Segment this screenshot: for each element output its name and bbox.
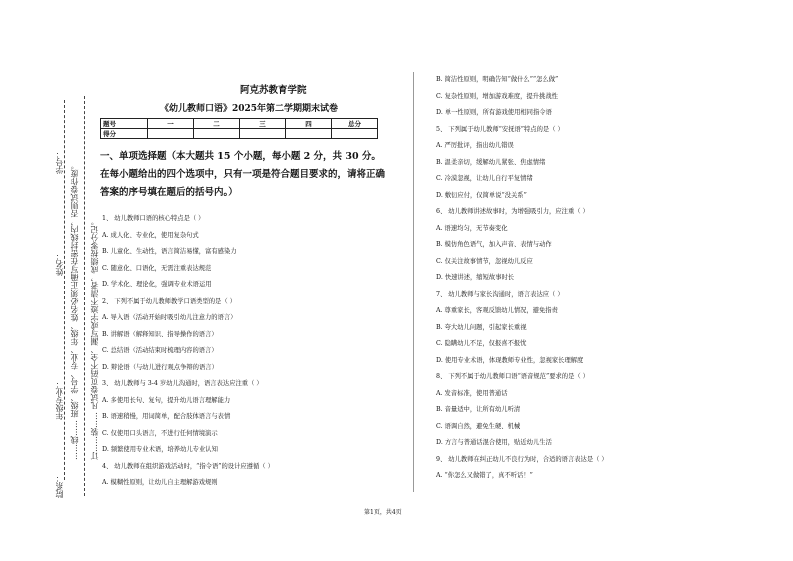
question-line: A. 严厉批评，指出幼儿错误 <box>436 142 514 149</box>
question-line: B. 简洁性原则，明确告知“做什么”“怎么做” <box>436 76 559 83</box>
question-line: A. 语速均匀，无节奏变化 <box>436 224 508 232</box>
question-line: B. 温柔亲切，缓解幼儿紧张、焦虑情绪 <box>436 158 546 166</box>
question-line: 6、 幼儿教师讲述故事时，为增强吸引力，应注重（ ） <box>436 208 589 215</box>
score-input-cell[interactable] <box>194 129 240 139</box>
question-line: A. 模糊性原则，让幼儿自主理解游戏规则 <box>102 479 218 486</box>
seal-line <box>84 96 85 496</box>
question-line: B. 讲解语（解释知识、指导操作的语言） <box>102 330 218 338</box>
question-line: B. 儿童化、生动性，语言简洁易懂，富有感染力 <box>102 248 237 255</box>
score-input-cell[interactable] <box>240 129 286 139</box>
question-line: 3、 幼儿教师与 3-4 岁幼儿沟通时，语言表达应注重（ ） <box>102 380 263 387</box>
right-question-list <box>436 72 766 485</box>
question-line: C. 隐瞒幼儿不足，仅报喜不报忧 <box>436 340 527 347</box>
question-line: 1、 幼儿教师口语的核心特点是（ ） <box>102 215 205 222</box>
question-line: A. 发音标准，使用普通话 <box>436 389 508 397</box>
question-line: 8、 下列不属于幼儿教师口语“语音规范”要求的是（ ） <box>436 373 589 380</box>
grade-major-label: 年级专业： <box>55 380 64 420</box>
question-line: A. 多使用长句、复句，提升幼儿语言理解能力 <box>102 396 231 404</box>
question-line: D. 单一性原则，所有游戏使用相同指令语 <box>436 109 552 116</box>
question-line: C. 随意化、口语化，无需注重表达规范 <box>102 264 212 272</box>
question-line: D. 敷衍应付，仅简单说“没关系” <box>436 191 527 199</box>
question-line: D. 方言与普通话混合使用，贴近幼儿生活 <box>436 439 552 446</box>
seal-notice-1: ……线…… 班级、学号、专业、年级、姓名必须正确写在密封线内，否则试卷作废。 <box>70 161 79 460</box>
question-line: B. 语速稍慢，用词简单，配合肢体语言与表情 <box>102 413 231 420</box>
score-table-cell: 四 <box>286 119 332 129</box>
question-line: D. 学术化、理论化，强调专业术语运用 <box>102 281 212 288</box>
question-line: A. 导入语（活动开始时吸引幼儿注意力的语言） <box>102 314 237 321</box>
question-line: B. 模仿角色语气，加入声音、表情与动作 <box>436 241 552 248</box>
exam-title: 《幼儿教师口语》2025年第二学期期末试卷 <box>160 104 339 114</box>
question-line: D. 快速讲述，缩短故事时长 <box>436 274 515 281</box>
question-line: A. 成人化、专业化，使用复杂句式 <box>102 231 199 239</box>
question-line: 7、 幼儿教师与家长沟通时，语言表达应（ ） <box>436 290 564 298</box>
score-table-cell: 一 <box>148 119 194 129</box>
page-number: 第1页，共4页 <box>364 509 402 516</box>
question-line: B. 夸大幼儿问题，引起家长重视 <box>436 323 527 331</box>
fill-in-line <box>64 100 65 480</box>
question-line: 9、 幼儿教师在纠正幼儿不良行为时，合适的语言表达是（ ） <box>436 455 608 463</box>
question-line: 4、 幼儿教师在组织游戏活动时，“指令语”的设计应遵循（ ） <box>102 462 274 470</box>
question-line: C. 复杂性原则，增加游戏难度，提升挑战性 <box>436 92 558 100</box>
score-table-header-row <box>101 119 378 129</box>
question-line: C. 仅关注故事情节，忽视幼儿反应 <box>436 257 533 265</box>
section-heading: 一、单项选择题（本大题共 15 个小题，每小题 2 分，共 30 分。在每小题给出的四个选项中，只有一项是符合题目要求的，请将正确答案的序号填在题后的括号内。） <box>100 151 386 198</box>
question-line: C. 语调自然，避免生硬、机械 <box>436 422 521 430</box>
score-table <box>100 118 378 139</box>
score-table-cell: 三 <box>240 119 286 129</box>
school-name: 阿克苏教育学院 <box>240 85 307 96</box>
question-line: D. 使用专业术语，体现教师专业性，忽视家长理解度 <box>436 356 584 364</box>
question-line: C. 冷漠忽视，让幼儿自行平复情绪 <box>436 175 533 182</box>
college-label: 院系： <box>55 474 64 498</box>
question-line: 2、 下列不属于幼儿教师教学口语类型的是（ ） <box>102 297 236 305</box>
score-table-cell: 二 <box>194 119 240 129</box>
seal-notice-2: 订……装…… 凡试卷页码不全、漏写或字迹不清者，成绩按零分记。 <box>90 217 99 460</box>
question-line: B. 音量适中，让所有幼儿听清 <box>436 406 521 413</box>
score-table-cell: 题号 <box>101 119 148 129</box>
score-table-cell: 总分 <box>332 119 378 129</box>
question-line: 5、 下列属于幼儿教师“安抚语”特点的是（ ） <box>436 125 564 133</box>
left-question-list <box>102 211 402 492</box>
question-line: C. 仅使用口头语言，不进行任何情境演示 <box>102 429 218 437</box>
score-table-cell: 得分 <box>101 129 148 139</box>
question-line: A. “你怎么又做错了，真不听话！” <box>436 472 533 479</box>
question-line: A. 尊重家长，客观反馈幼儿情况，避免指责 <box>436 307 558 314</box>
score-input-cell[interactable] <box>286 129 332 139</box>
question-line: D. 辩论语（与幼儿进行观点争辩的语言） <box>102 363 218 371</box>
column-divider <box>413 72 414 492</box>
name-label: 姓名： <box>55 252 64 276</box>
score-table-score-row <box>101 129 378 139</box>
score-input-cell[interactable] <box>148 129 194 139</box>
question-line: C. 总结语（活动结束时梳理内容的语言） <box>102 347 218 354</box>
score-input-cell[interactable] <box>332 129 378 139</box>
question-line: D. 频繁使用专业术语，培养幼儿专业认知 <box>102 446 218 453</box>
student-id-label: 学号： <box>55 150 64 174</box>
